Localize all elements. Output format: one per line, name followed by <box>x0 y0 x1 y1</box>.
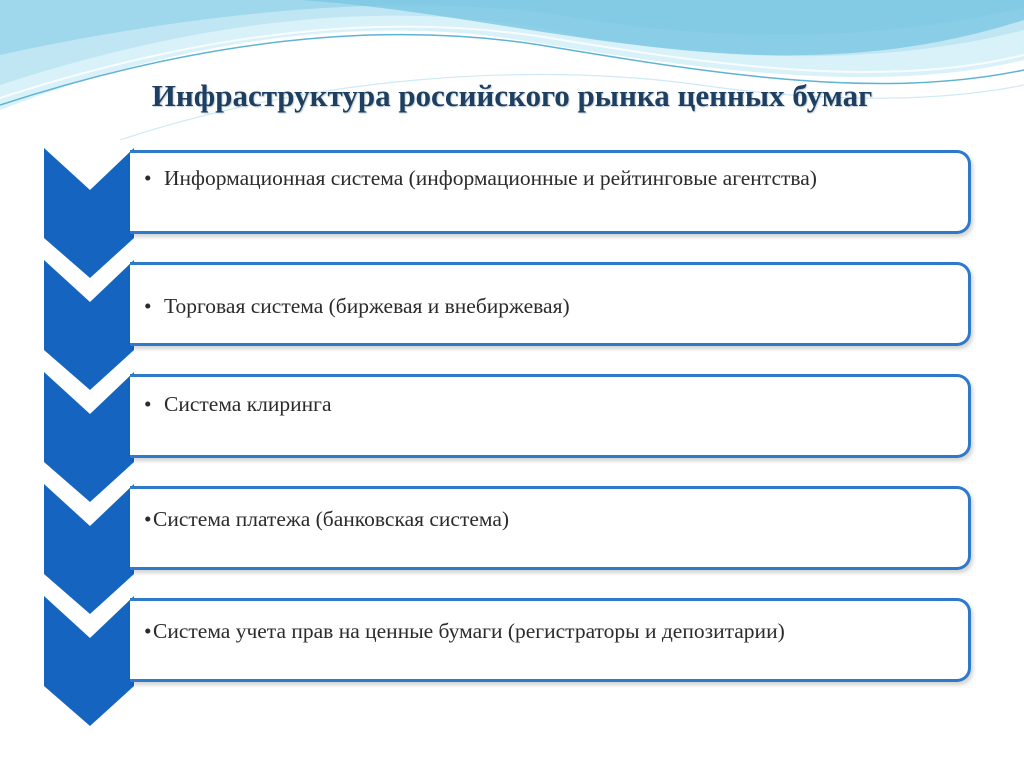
bullet: • <box>144 166 152 190</box>
chevron-1 <box>44 148 134 278</box>
chevron-4 <box>44 484 134 614</box>
list-item-text <box>144 618 952 644</box>
list-item <box>130 486 971 570</box>
item-label: Система платежа (банковская система) <box>153 507 510 531</box>
item-label: Система учета прав на ценные бумаги (регистраторы и депозитарии) <box>153 619 785 643</box>
item-label: Торговая система (биржевая и внебиржевая) <box>164 294 570 318</box>
chevron-3 <box>44 372 134 502</box>
list-item-text <box>144 506 952 532</box>
bullet: • <box>144 619 152 643</box>
item-label: Система клиринга <box>164 392 332 416</box>
list-item-text <box>144 293 952 319</box>
bullet: • <box>144 507 152 531</box>
list-item <box>130 374 971 458</box>
bullet: • <box>144 392 152 416</box>
list-item <box>130 262 971 346</box>
chevron-5 <box>44 596 134 726</box>
bullet: • <box>144 294 152 318</box>
list-item <box>130 150 971 234</box>
list-item-text <box>144 391 952 417</box>
slide-title: Инфраструктура российского рынка ценных бумаг <box>151 78 873 113</box>
list-item <box>130 598 971 682</box>
item-label: Информационная система (информационные и рейтинговые агентства) <box>164 166 817 190</box>
chevron-2 <box>44 260 134 390</box>
list-item-text <box>144 165 952 191</box>
